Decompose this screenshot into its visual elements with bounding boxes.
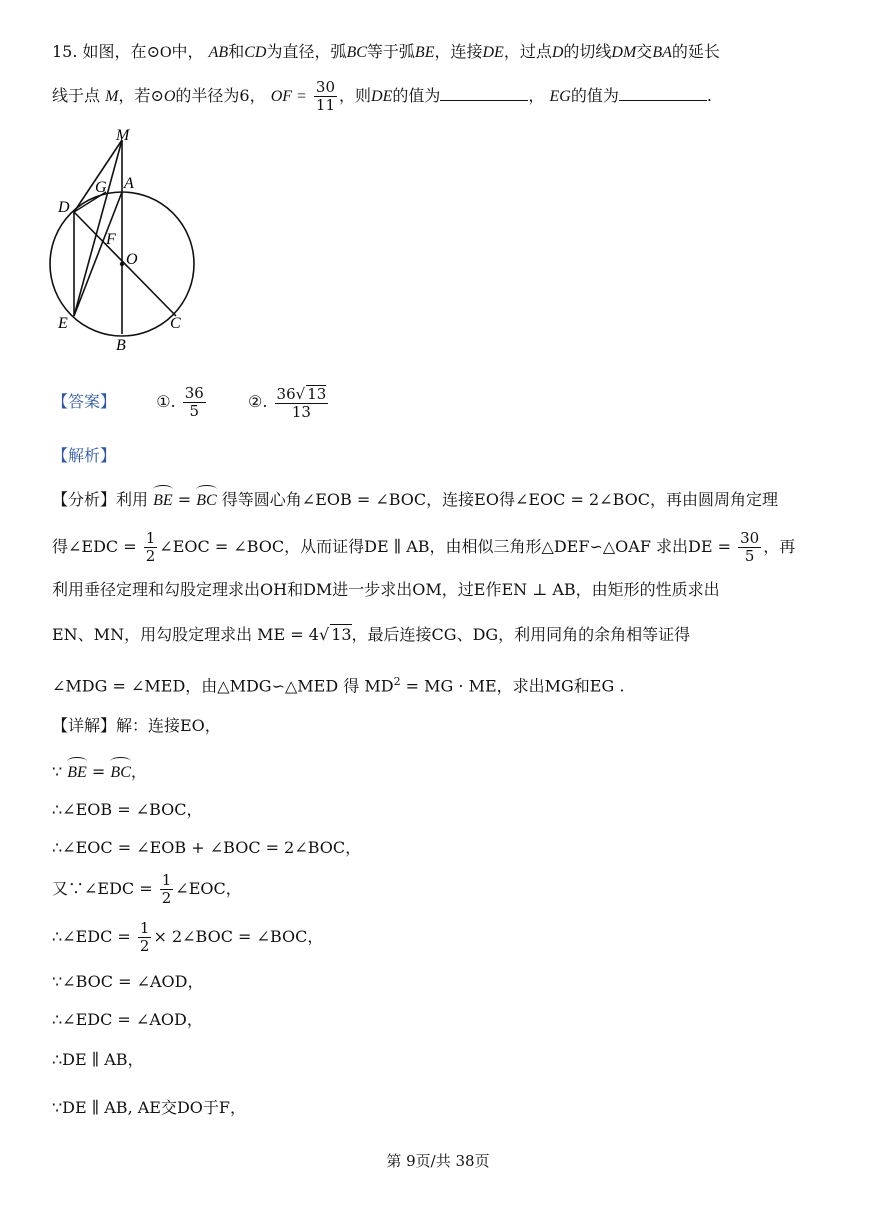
- detail-d5: ∴∠EDC = $\frac{1}{2}$ × 2∠BOC = ∠BOC，: [52, 919, 324, 955]
- detail-d2: ∴∠EOB = ∠BOC，: [52, 800, 203, 819]
- question-line-1: 15. 如图，在⊙O中， AB和CD为直径，弧BC等于弧BE，连接DE，过点D的切线DM交BA的延长: [52, 42, 720, 61]
- line-dm: [74, 140, 122, 212]
- label-o: O: [126, 251, 138, 268]
- detail-d9: ∵DE ∥ AB, AE交DO于F，: [52, 1098, 247, 1117]
- answer-line: 【答案】 ①. $\frac{36}{5}$ ②. $\frac{36√ 13}{13}$: [52, 384, 327, 421]
- answer-1-fraction: $\frac{36}{5}$: [184, 384, 204, 420]
- question-line-2: 线于点 M，若⊙O的半径为6， OF = $\frac{30}{11}$ ，则DE的值为 ， EG的值为 .: [52, 78, 712, 114]
- analysis-tag: 【解析】: [52, 446, 117, 465]
- detail-d0: 【详解】解：连接EO，: [52, 716, 221, 735]
- question-number: 15.: [52, 42, 78, 61]
- geometry-figure: [40, 120, 210, 360]
- detail-d6: ∵∠BOC = ∠AOD，: [52, 972, 204, 991]
- answer-blank-1[interactable]: [440, 86, 528, 101]
- label-b: B: [116, 337, 126, 354]
- answer-blank-2[interactable]: [619, 86, 707, 101]
- answer-2-fraction: $\frac{36√ 13}{13}$: [276, 384, 327, 421]
- line-dc: [74, 212, 176, 316]
- label-d: D: [58, 199, 70, 216]
- label-e: E: [58, 315, 68, 332]
- detail-d7: ∴∠EDC = ∠AOD，: [52, 1010, 203, 1029]
- analysis-p5: ∠MDG = ∠MED，由△MDG∽△MED 得 $MD^2$ = MG · ME，求出MG和EG .: [52, 675, 625, 696]
- detail-d3: ∴∠EOC = ∠EOB + ∠BOC = 2∠BOC，: [52, 838, 362, 857]
- page-footer: 第 9页/共 38页: [386, 1152, 490, 1170]
- label-a: A: [124, 175, 134, 192]
- analysis-p3: 利用垂径定理和勾股定理求出OH和DM进一步求出OM，过E作EN ⊥ AB，由矩形的性质求出: [52, 580, 720, 599]
- analysis-tag-line: [52, 446, 116, 466]
- analysis-p2: 得∠EDC = $\frac{1}{2}$ ∠EOC = ∠BOC，从而证得DE ∥ AB，由相似三角形△DEF∽△OAF 求出DE = $\frac{30}{5}$ ，再: [52, 529, 796, 565]
- label-c: C: [170, 315, 181, 332]
- detail-d4: 又∵∠EDC = $\frac{1}{2}$ ∠EOC，: [52, 871, 242, 907]
- label-f: F: [106, 231, 116, 248]
- detail-d8: ∴DE ∥ AB，: [52, 1050, 144, 1069]
- label-g: G: [95, 179, 107, 196]
- label-m: M: [116, 127, 130, 144]
- analysis-p4: EN、MN，用勾股定理求出 ME = 4√ 13，最后连接CG、DG，利用同角的余角相等证得: [52, 625, 691, 644]
- analysis-p1: 【分析】利用 BE = BC 得等圆心角∠EOB = ∠BOC，连接EO得∠EOC = 2∠BOC，再由圆周角定理: [52, 490, 778, 509]
- of-fraction: $\frac{30}{11}$: [315, 78, 336, 114]
- detail-d1: ∵ BE = BC，: [52, 762, 147, 781]
- line-em: [74, 140, 122, 316]
- center-point: [120, 262, 124, 266]
- answer-tag: 【答案】: [52, 392, 117, 411]
